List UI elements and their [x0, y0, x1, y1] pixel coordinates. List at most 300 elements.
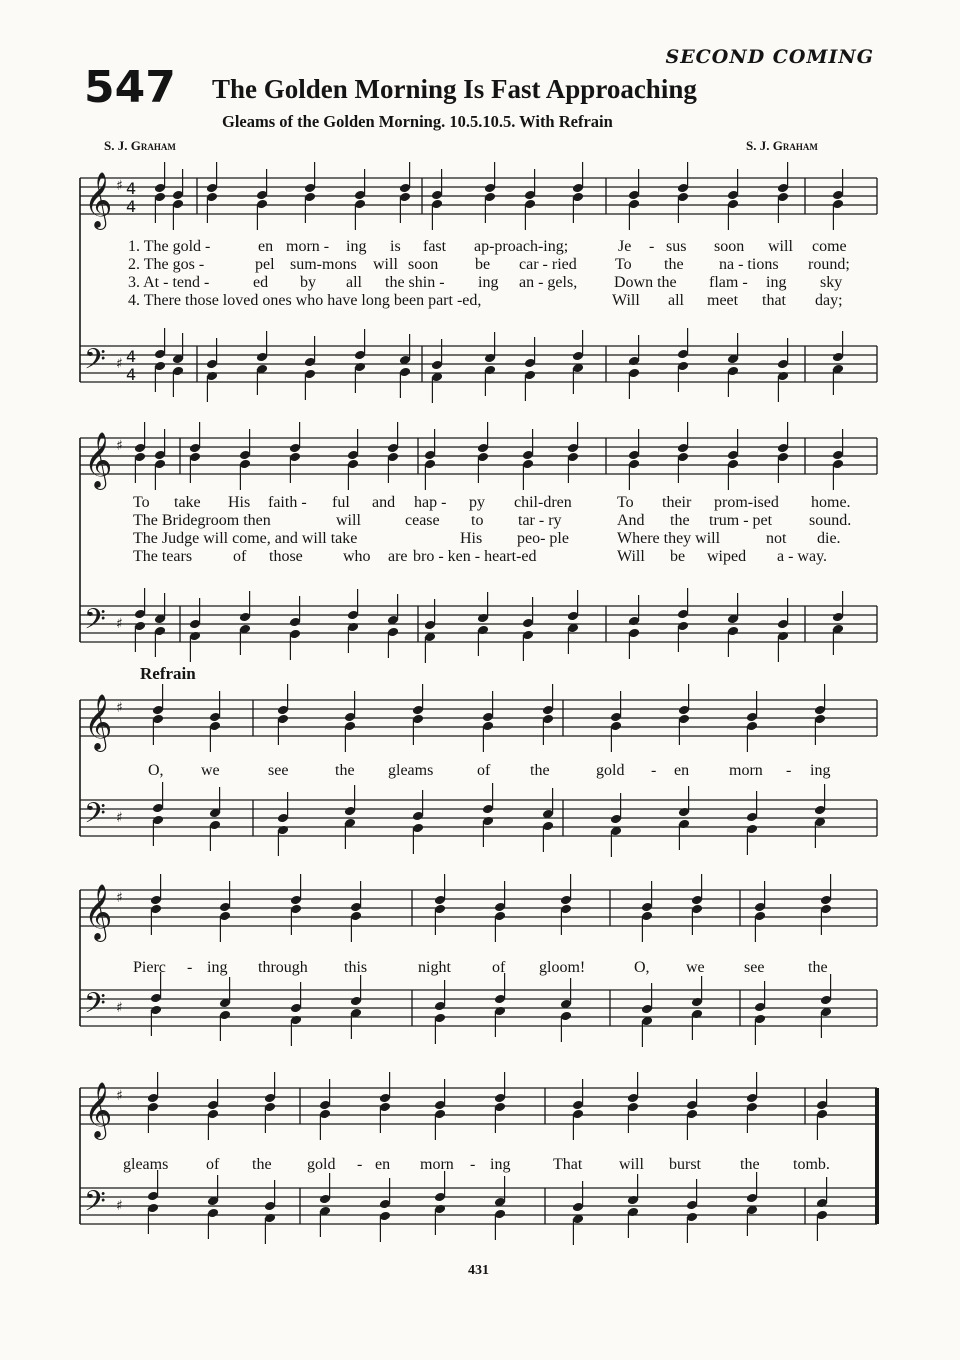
- note-head: [727, 429, 739, 460]
- note-head: [814, 714, 826, 745]
- lyric-syllable: the: [530, 762, 550, 779]
- note-head: [344, 818, 356, 849]
- note-head: [691, 976, 703, 1007]
- note-head: [677, 588, 689, 619]
- lyric-syllable: a - way.: [777, 548, 828, 565]
- lyric-syllable: pel: [255, 256, 275, 273]
- note-head: [172, 333, 184, 364]
- lyric-syllable: morn: [420, 1156, 454, 1173]
- note-head: [219, 1010, 231, 1041]
- note-head: [134, 621, 146, 652]
- note-head: [219, 977, 231, 1008]
- lyric-syllable: -: [357, 1156, 363, 1173]
- lyric-syllable: 4. There those loved ones who have long been part -ed,: [128, 292, 482, 309]
- lyricist-credit: S. J. Graham: [104, 138, 176, 153]
- note-head: [256, 331, 268, 362]
- note-head: [610, 826, 622, 857]
- lyric-syllable: see: [744, 959, 765, 976]
- lyric-syllable: of: [477, 762, 491, 779]
- lyric-syllable: gloom!: [539, 959, 586, 976]
- note-head: [277, 714, 289, 745]
- treble-staff: [80, 1088, 877, 1124]
- note-head: [524, 370, 536, 401]
- lyric-syllable: who: [343, 548, 371, 565]
- note-head: [147, 1203, 159, 1234]
- bass-clef: 𝄢: [84, 1185, 106, 1225]
- note-head: [189, 598, 201, 629]
- note-head: [727, 169, 739, 200]
- note-head: [677, 192, 689, 223]
- note-head: [431, 372, 443, 403]
- key-signature-sharp: ♯: [116, 178, 123, 194]
- lyric-syllable: ing: [478, 274, 499, 291]
- lyric-syllable: -: [649, 238, 655, 255]
- note-head: [832, 331, 844, 362]
- lyric-syllable: cease: [405, 512, 440, 529]
- hymn-number: 547: [84, 62, 176, 113]
- note-head: [542, 788, 554, 819]
- lyric-syllable: Will: [617, 548, 645, 565]
- note-head: [820, 1007, 832, 1038]
- note-head: [641, 1016, 653, 1047]
- key-signature-sharp: ♯: [116, 438, 123, 454]
- lyric-syllable: -: [651, 762, 657, 779]
- lyric-syllable: by: [300, 274, 316, 291]
- note-head: [347, 429, 359, 460]
- note-head: [354, 169, 366, 200]
- lyric-syllable: O,: [148, 762, 164, 779]
- verse-2-line-a: [0, 256, 960, 274]
- lyric-syllable: day;: [815, 292, 843, 309]
- note-head: [678, 819, 690, 850]
- note-head: [150, 904, 162, 935]
- note-head: [399, 334, 411, 365]
- lyric-syllable: car - ried: [519, 256, 577, 273]
- note-head: [610, 691, 622, 722]
- note-head: [572, 1214, 584, 1245]
- note-head: [677, 361, 689, 392]
- lyric-syllable: we: [201, 762, 220, 779]
- lyric-syllable: those: [269, 548, 303, 565]
- note-head: [816, 1079, 828, 1110]
- lyric-syllable: chil-dren: [514, 494, 572, 511]
- note-head: [777, 192, 789, 223]
- key-signature-sharp: ♯: [116, 616, 123, 632]
- lyric-syllable: the: [664, 256, 684, 273]
- time-signature-top: 4: [126, 179, 137, 198]
- note-head: [628, 169, 640, 200]
- lyric-syllable: Will: [612, 292, 640, 309]
- lyric-syllable: burst: [669, 1156, 701, 1173]
- verse-2-line-b: [0, 512, 960, 530]
- treble-clef: 𝄞: [84, 884, 113, 940]
- refrain-line-3: [0, 1156, 960, 1176]
- note-head: [777, 631, 789, 662]
- note-head: [154, 429, 166, 460]
- note-head: [354, 329, 366, 360]
- treble-clef: 𝄞: [84, 1082, 113, 1138]
- lyric-syllable: see: [268, 762, 289, 779]
- lyric-syllable: the: [670, 512, 690, 529]
- note-head: [686, 1212, 698, 1243]
- key-signature-sharp: ♯: [116, 890, 123, 906]
- lyric-syllable: O,: [634, 959, 650, 976]
- note-head: [832, 591, 844, 622]
- lyric-syllable: the: [808, 959, 828, 976]
- note-head: [150, 1005, 162, 1036]
- treble-staff: [80, 700, 877, 736]
- note-head: [691, 1009, 703, 1040]
- note-head: [814, 817, 826, 848]
- note-head: [207, 1079, 219, 1110]
- note-head: [628, 335, 640, 366]
- lyric-syllable: soon: [714, 238, 745, 255]
- note-head: [206, 371, 218, 402]
- note-head: [746, 791, 758, 822]
- lyric-syllable: and: [372, 494, 396, 511]
- note-head: [387, 594, 399, 625]
- note-head: [412, 714, 424, 745]
- note-head: [289, 596, 301, 627]
- note-head: [572, 363, 584, 394]
- lyric-syllable: we: [686, 959, 705, 976]
- note-head: [746, 1205, 758, 1236]
- lyric-syllable: through: [258, 959, 308, 976]
- note-head: [522, 597, 534, 628]
- lyric-syllable: the: [740, 1156, 760, 1173]
- section-label: SECOND COMING: [665, 46, 874, 68]
- note-head: [832, 169, 844, 200]
- lyric-syllable: this: [344, 959, 368, 976]
- verse-block-1: [0, 238, 960, 318]
- note-head: [206, 192, 218, 223]
- lyric-syllable: ing: [207, 959, 228, 976]
- note-head: [379, 1178, 391, 1209]
- note-head: [152, 815, 164, 846]
- key-signature-sharp: ♯: [116, 810, 123, 826]
- refrain-line-2: [0, 959, 960, 979]
- lyric-syllable: sum-mons: [290, 256, 357, 273]
- lyric-syllable: 1. The gold -: [128, 238, 211, 255]
- note-head: [627, 1102, 639, 1133]
- lyric-syllable: sound.: [809, 512, 852, 529]
- note-head: [482, 783, 494, 814]
- note-head: [189, 452, 201, 483]
- note-head: [347, 589, 359, 620]
- lyric-syllable: The Bridegroom then: [133, 512, 271, 529]
- verse-1-line-b: [0, 494, 960, 512]
- note-head: [524, 337, 536, 368]
- page-number: 431: [468, 1263, 489, 1278]
- note-head: [816, 1177, 828, 1208]
- note-head: [344, 691, 356, 722]
- note-head: [484, 332, 496, 363]
- verse-4-line-b: [0, 548, 960, 566]
- treble-clef: 𝄞: [84, 172, 113, 228]
- note-head: [134, 452, 146, 483]
- note-head: [354, 362, 366, 393]
- time-signature-bottom: 4: [126, 365, 137, 384]
- bass-staff: [80, 346, 877, 382]
- bass-clef: 𝄢: [84, 603, 106, 643]
- note-head: [567, 452, 579, 483]
- note-head: [560, 978, 572, 1009]
- lyric-syllable: will: [373, 256, 398, 273]
- note-head: [239, 591, 251, 622]
- lyric-syllable: 2. The gos -: [128, 256, 205, 273]
- note-head: [816, 1210, 828, 1241]
- lyric-syllable: flam -: [709, 274, 748, 291]
- note-head: [290, 982, 302, 1013]
- note-head: [319, 1079, 331, 1110]
- note-head: [628, 429, 640, 460]
- note-head: [319, 1206, 331, 1237]
- verse-4-line-a: [0, 292, 960, 310]
- note-head: [677, 452, 689, 483]
- note-head: [832, 624, 844, 655]
- note-head: [256, 169, 268, 200]
- lyric-syllable: is: [390, 238, 401, 255]
- key-signature-sharp: ♯: [116, 1088, 123, 1104]
- note-head: [542, 714, 554, 745]
- lyric-syllable: prom-ised: [714, 494, 779, 511]
- note-head: [494, 1006, 506, 1037]
- note-head: [524, 169, 536, 200]
- lyric-syllable: not: [766, 530, 787, 547]
- lyric-syllable: will: [336, 512, 361, 529]
- note-head: [209, 787, 221, 818]
- bass-staff: [80, 800, 877, 836]
- lyric-syllable: -: [187, 959, 193, 976]
- bass-clef: 𝄢: [84, 987, 106, 1027]
- note-head: [239, 624, 251, 655]
- note-head: [754, 1014, 766, 1045]
- lyric-syllable: ap-proach-ing;: [474, 238, 569, 255]
- note-head: [746, 1102, 758, 1133]
- verse-3-line-a: [0, 274, 960, 292]
- tune-meter-line: Gleams of the Golden Morning. 10.5.10.5. With Refrain: [222, 112, 613, 131]
- lyric-syllable: that: [762, 292, 786, 309]
- lyric-syllable: Down the: [614, 274, 677, 291]
- lyric-syllable: Where they will: [617, 530, 721, 547]
- note-head: [572, 192, 584, 223]
- lyric-syllable: en: [674, 762, 690, 779]
- note-head: [304, 336, 316, 367]
- note-head: [344, 785, 356, 816]
- lyric-syllable: sky: [820, 274, 843, 291]
- lyric-syllable: That: [553, 1156, 583, 1173]
- lyric-syllable: night: [418, 959, 451, 976]
- note-head: [677, 621, 689, 652]
- note-head: [482, 691, 494, 722]
- lyric-syllable: sus: [666, 238, 687, 255]
- lyric-syllable: faith -: [268, 494, 307, 511]
- lyric-syllable: peo- ple: [517, 530, 569, 547]
- note-head: [154, 192, 166, 223]
- lyric-syllable: the: [335, 762, 355, 779]
- note-head: [677, 328, 689, 359]
- note-head: [219, 881, 231, 912]
- lyric-syllable: Pierc: [133, 959, 166, 976]
- note-head: [727, 626, 739, 657]
- lyric-syllable: -: [786, 762, 792, 779]
- refrain-label: Refrain: [140, 664, 196, 683]
- lyric-syllable: gold: [596, 762, 625, 779]
- note-head: [431, 169, 443, 200]
- refrain-line-1: [0, 762, 960, 782]
- lyric-syllable: gleams: [123, 1156, 169, 1173]
- lyric-syllable: to: [471, 512, 484, 529]
- note-head: [686, 1179, 698, 1210]
- note-head: [206, 338, 218, 369]
- bass-staff: [80, 1188, 877, 1224]
- note-head: [484, 365, 496, 396]
- note-head: [412, 790, 424, 821]
- hymn-title: The Golden Morning Is Fast Approaching: [212, 74, 697, 104]
- lyric-syllable: ful: [332, 494, 350, 511]
- lyric-syllable: of: [233, 548, 247, 565]
- lyric-syllable: ing: [490, 1156, 511, 1173]
- note-head: [567, 623, 579, 654]
- note-head: [727, 333, 739, 364]
- note-head: [207, 1208, 219, 1239]
- lyric-syllable: 3. At - tend -: [128, 274, 210, 291]
- note-head: [484, 192, 496, 223]
- lyric-syllable: hap -: [414, 494, 447, 511]
- note-head: [277, 825, 289, 856]
- lyric-syllable: ing: [810, 762, 831, 779]
- lyric-syllable: en: [258, 238, 274, 255]
- lyric-syllable: Je: [618, 238, 632, 255]
- note-head: [347, 622, 359, 653]
- lyric-syllable: die.: [817, 530, 841, 547]
- lyric-syllable: gold: [307, 1156, 336, 1173]
- lyric-syllable: na - tions: [719, 256, 779, 273]
- note-head: [477, 592, 489, 623]
- note-head: [754, 981, 766, 1012]
- note-head: [134, 588, 146, 619]
- verse-3-line-b: [0, 530, 960, 548]
- key-signature-sharp: ♯: [116, 1000, 123, 1016]
- note-head: [350, 881, 362, 912]
- note-head: [379, 1102, 391, 1133]
- note-head: [746, 824, 758, 855]
- note-head: [477, 625, 489, 656]
- note-head: [154, 328, 166, 359]
- note-head: [494, 1102, 506, 1133]
- lyric-syllable: take: [174, 494, 201, 511]
- lyric-syllable: their: [662, 494, 692, 511]
- note-head: [628, 595, 640, 626]
- note-head: [207, 1175, 219, 1206]
- lyric-syllable: ed: [253, 274, 269, 291]
- lyric-syllable: To: [617, 494, 634, 511]
- lyric-syllable: of: [492, 959, 506, 976]
- note-head: [434, 1013, 446, 1044]
- lyric-syllable: To: [615, 256, 632, 273]
- lyric-syllable: be: [670, 548, 686, 565]
- note-head: [572, 1079, 584, 1110]
- note-head: [412, 823, 424, 854]
- note-head: [627, 1174, 639, 1205]
- note-head: [350, 975, 362, 1006]
- lyric-syllable: round;: [808, 256, 850, 273]
- note-head: [777, 598, 789, 629]
- note-head: [641, 881, 653, 912]
- note-head: [434, 1204, 446, 1235]
- lyric-syllable: And: [617, 512, 645, 529]
- lyric-syllable: the: [252, 1156, 272, 1173]
- lyric-syllable: His: [228, 494, 251, 511]
- note-head: [686, 1079, 698, 1110]
- lyric-syllable: fast: [423, 238, 447, 255]
- lyric-syllable: To: [133, 494, 150, 511]
- note-head: [289, 629, 301, 660]
- note-head: [820, 904, 832, 935]
- note-head: [777, 338, 789, 369]
- note-head: [350, 1008, 362, 1039]
- note-head: [434, 1079, 446, 1110]
- bass-clef: 𝄢: [84, 797, 106, 837]
- lyric-syllable: will: [768, 238, 793, 255]
- note-head: [264, 1102, 276, 1133]
- note-head: [277, 792, 289, 823]
- note-head: [154, 361, 166, 392]
- note-head: [494, 1176, 506, 1207]
- note-head: [477, 452, 489, 483]
- note-head: [290, 904, 302, 935]
- time-signature-top: 4: [126, 347, 137, 366]
- note-head: [678, 786, 690, 817]
- lyric-syllable: The tears: [133, 548, 193, 565]
- time-signature-bottom: 4: [126, 197, 137, 216]
- bass-clef: 𝄢: [84, 343, 106, 383]
- lyric-syllable: an - gels,: [519, 274, 578, 291]
- note-head: [832, 429, 844, 460]
- note-head: [304, 192, 316, 223]
- note-head: [399, 192, 411, 223]
- key-signature-sharp: ♯: [116, 356, 123, 372]
- lyric-syllable: tomb.: [793, 1156, 830, 1173]
- composer-credit: S. J. Graham: [746, 138, 818, 153]
- note-head: [832, 364, 844, 395]
- note-head: [147, 1102, 159, 1133]
- lyric-syllable: morn: [729, 762, 763, 779]
- note-head: [424, 429, 436, 460]
- note-head: [560, 904, 572, 935]
- note-head: [434, 980, 446, 1011]
- note-head: [319, 1173, 331, 1204]
- note-head: [379, 1211, 391, 1242]
- lyric-syllable: ing: [766, 274, 787, 291]
- note-head: [754, 881, 766, 912]
- lyric-syllable: wiped: [707, 548, 747, 565]
- note-head: [727, 593, 739, 624]
- note-head: [264, 1180, 276, 1211]
- lyric-syllable: -: [470, 1156, 476, 1173]
- note-head: [522, 429, 534, 460]
- note-head: [746, 691, 758, 722]
- treble-clef: 𝄞: [84, 694, 113, 750]
- lyric-syllable: The Judge will come, and will take: [133, 530, 358, 547]
- lyric-syllable: gleams: [388, 762, 434, 779]
- lyric-syllable: all: [668, 292, 684, 309]
- lyric-syllable: are: [388, 548, 408, 565]
- lyric-syllable: morn -: [286, 238, 330, 255]
- note-head: [627, 1207, 639, 1238]
- lyric-syllable: bro - ken - heart-ed: [413, 548, 537, 565]
- lyric-syllable: His: [460, 530, 483, 547]
